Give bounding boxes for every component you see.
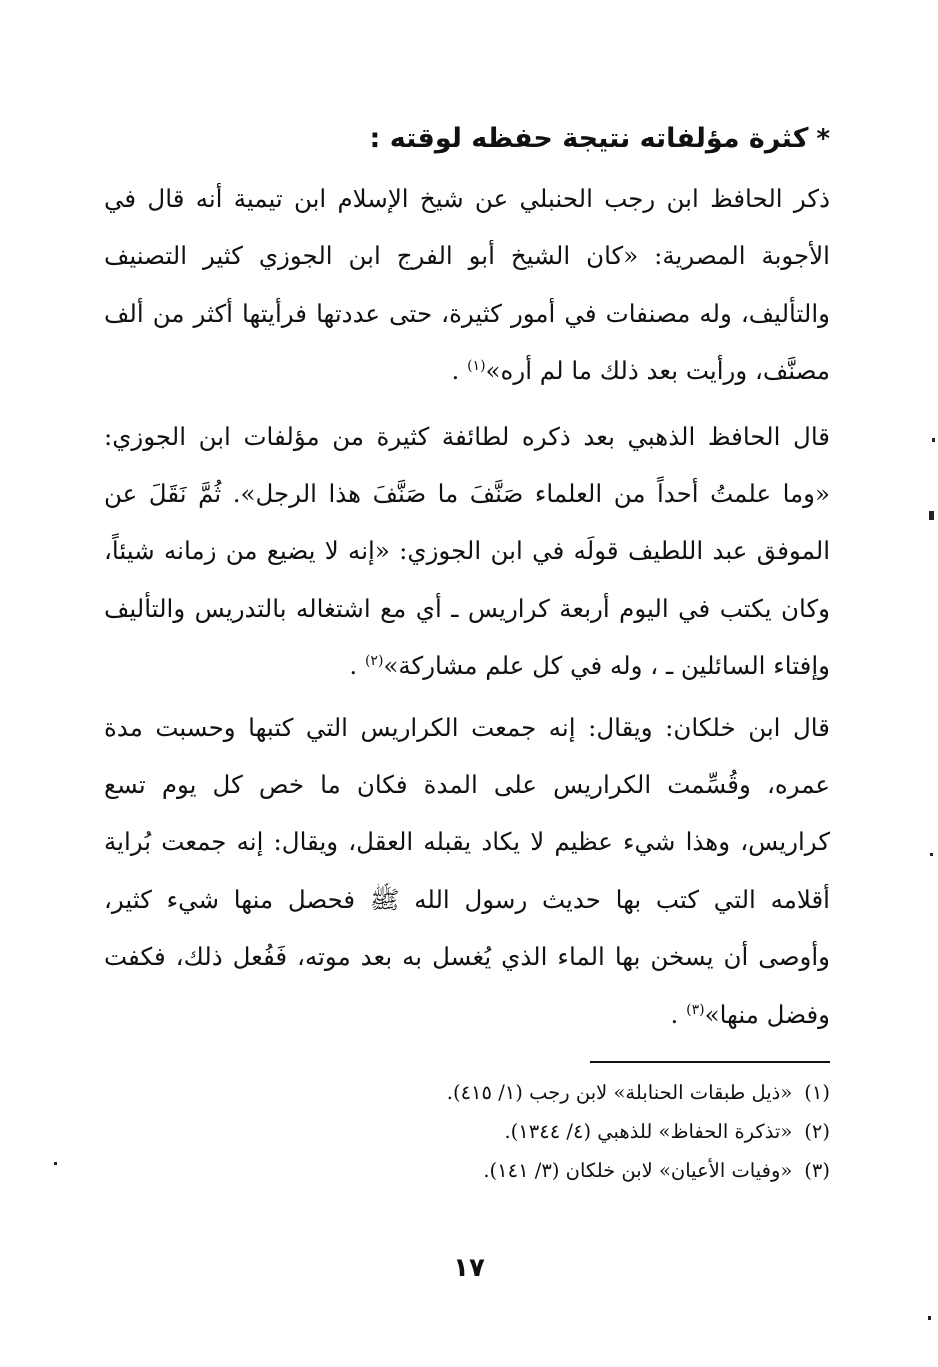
paragraph-end: . xyxy=(349,651,358,681)
paragraph-dhahabi xyxy=(104,408,830,695)
footnote-text: «ذيل طبقات الحنابلة» لابن رجب (١/ ٤١٥). xyxy=(446,1081,793,1105)
heading-bullet: * xyxy=(816,124,830,154)
footnote-ref-3: (٣) xyxy=(686,1001,705,1018)
paragraph-text: قال الحافظ الذهبي بعد ذكره لطائفة كثيرة من مؤلفات ابن الجوزي: «وما علمتُ أحداً من العلماء صَنَّفَ ما صَنَّفَ هذا الرجل». ثُمَّ نَقَلَ عن الموفق عبد اللطيف قولَه في ابن الجوزي: «إنه لا يضيع من زمانه شيئاً، وكان يكتب في اليوم أربعة كراريس ـ أي مع اشتغاله بالتدريس والتأليف وإفتاء السائلين ـ ، وله في كل علم مشاركة» xyxy=(104,421,830,681)
footnote-3 xyxy=(104,1151,830,1190)
footnote-ref-2: (٢) xyxy=(364,653,384,670)
scan-speck xyxy=(932,438,935,442)
paragraph-end: . xyxy=(670,999,679,1029)
footnote-1 xyxy=(104,1073,830,1112)
page-body xyxy=(104,108,830,1190)
footnote-number: (٢) xyxy=(804,1120,830,1144)
paragraph-end: . xyxy=(451,356,460,386)
scan-speck xyxy=(54,1162,57,1165)
heading-text: كثرة مؤلفاته نتيجة حفظه لوقته : xyxy=(369,123,809,154)
footnote-number: (١) xyxy=(804,1081,830,1105)
footnote-text: «تذكرة الحفاظ» للذهبي (٤/ ١٣٤٤). xyxy=(504,1120,793,1144)
scan-speck xyxy=(928,1316,931,1320)
footnotes xyxy=(104,1073,830,1190)
scan-speck xyxy=(930,853,933,856)
footnote-divider xyxy=(590,1061,830,1063)
footnote-ref-1: (١) xyxy=(467,358,486,375)
paragraph-text: ذكر الحافظ ابن رجب الحنبلي عن شيخ الإسلام ابن تيمية أنه قال في الأجوبة المصرية: «كان الشيخ أبو الفرج ابن الجوزي كثير التصنيف والتأليف، وله مصنفات في أمور كثيرة، حتى عددتها فرأيتها أكثر من ألف مصنَّف، ورأيت بعد ذلك ما لم أره» xyxy=(104,184,830,386)
paragraph-ibn-khallikan xyxy=(104,699,830,1043)
page-number: ١٧ xyxy=(453,1253,485,1283)
footnote-2 xyxy=(104,1112,830,1151)
footnote-number: (٣) xyxy=(804,1159,830,1183)
paragraph-text: قال ابن خلكان: ويقال: إنه جمعت الكراريس التي كتبها وحسبت مدة عمره، وقُسِّمت الكراريس على المدة فكان ما خص كل يوم تسع كراريس، وهذا شيء عظيم لا يكاد يقبله العقل، ويقال: إنه جمعت بُراية أقلامه التي كتب بها حديث رسول الله ﷺ فحصل منها شيء كثير، وأوصى أن يسخن بها الماء الذي يُغسل به بعد موته، فَفُعل ذلك، فكفت وفضل منها» xyxy=(104,712,830,1029)
footnote-text: «وفيات الأعيان» لابن خلكان (٣/ ١٤١). xyxy=(483,1159,793,1183)
scan-speck xyxy=(929,511,934,520)
section-heading xyxy=(104,108,830,170)
paragraph-ibn-rajab xyxy=(104,170,830,400)
